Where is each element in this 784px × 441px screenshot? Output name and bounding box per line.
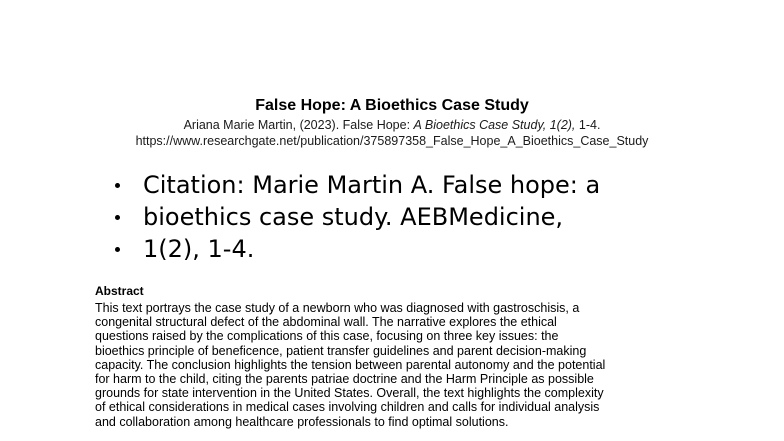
citation-authors: Ariana Marie Martin, (2023). False Hope: bbox=[183, 118, 414, 132]
bullet-item bbox=[112, 169, 600, 201]
abstract-line: bioethics principle of beneficence, patient transfer guidelines and parent decision-making bbox=[95, 343, 587, 358]
bullet-text: 1(2), 1-4. bbox=[143, 235, 255, 263]
abstract-line: congenital structural defect of the abdominal wall. The narrative explores the ethical bbox=[95, 315, 557, 330]
abstract-heading: Abstract bbox=[95, 284, 144, 298]
abstract-body bbox=[95, 301, 605, 429]
bullet-item bbox=[112, 233, 600, 265]
citation-journal: A Bioethics Case Study, 1(2), bbox=[413, 118, 576, 132]
bullet-text: bioethics case study. AEBMedicine, bbox=[143, 203, 564, 231]
bullet-dot-icon bbox=[115, 183, 120, 188]
abstract-line: This text portrays the case study of a newborn who was diagnosed with gastroschisis, a bbox=[95, 301, 580, 315]
abstract-line: grounds for state intervention in the United States. Overall, the text highlights the complexity bbox=[95, 386, 604, 401]
abstract-line: capacity. The conclusion highlights the tension between parental autonomy and the potential bbox=[95, 357, 606, 372]
abstract-line: questions raised by the complications of this case, focusing on three key issues: the bbox=[95, 329, 559, 344]
abstract-line: of ethical considerations in medical cases involving children and calls for individual analysis bbox=[95, 400, 600, 415]
document-title: False Hope: A Bioethics Case Study bbox=[255, 97, 529, 114]
abstract-line: and collaboration among healthcare professionals to find optimal solutions. bbox=[95, 414, 509, 429]
citation-line bbox=[0, 118, 784, 133]
bullet-dot-icon bbox=[115, 247, 120, 252]
citation-bullet-list bbox=[112, 169, 600, 265]
citation-pages: 1-4. bbox=[575, 118, 601, 132]
bullet-item bbox=[112, 201, 600, 233]
bullet-dot-icon bbox=[115, 215, 120, 220]
bullet-text: Citation: Marie Martin A. False hope: a bbox=[143, 171, 601, 199]
abstract-line: for harm to the child, citing the parents patriae doctrine and the Harm Principle as possible bbox=[95, 372, 594, 387]
citation-url[interactable]: https://www.researchgate.net/publication/375897358_False_Hope_A_Bioethics_Case_Study bbox=[135, 134, 649, 148]
